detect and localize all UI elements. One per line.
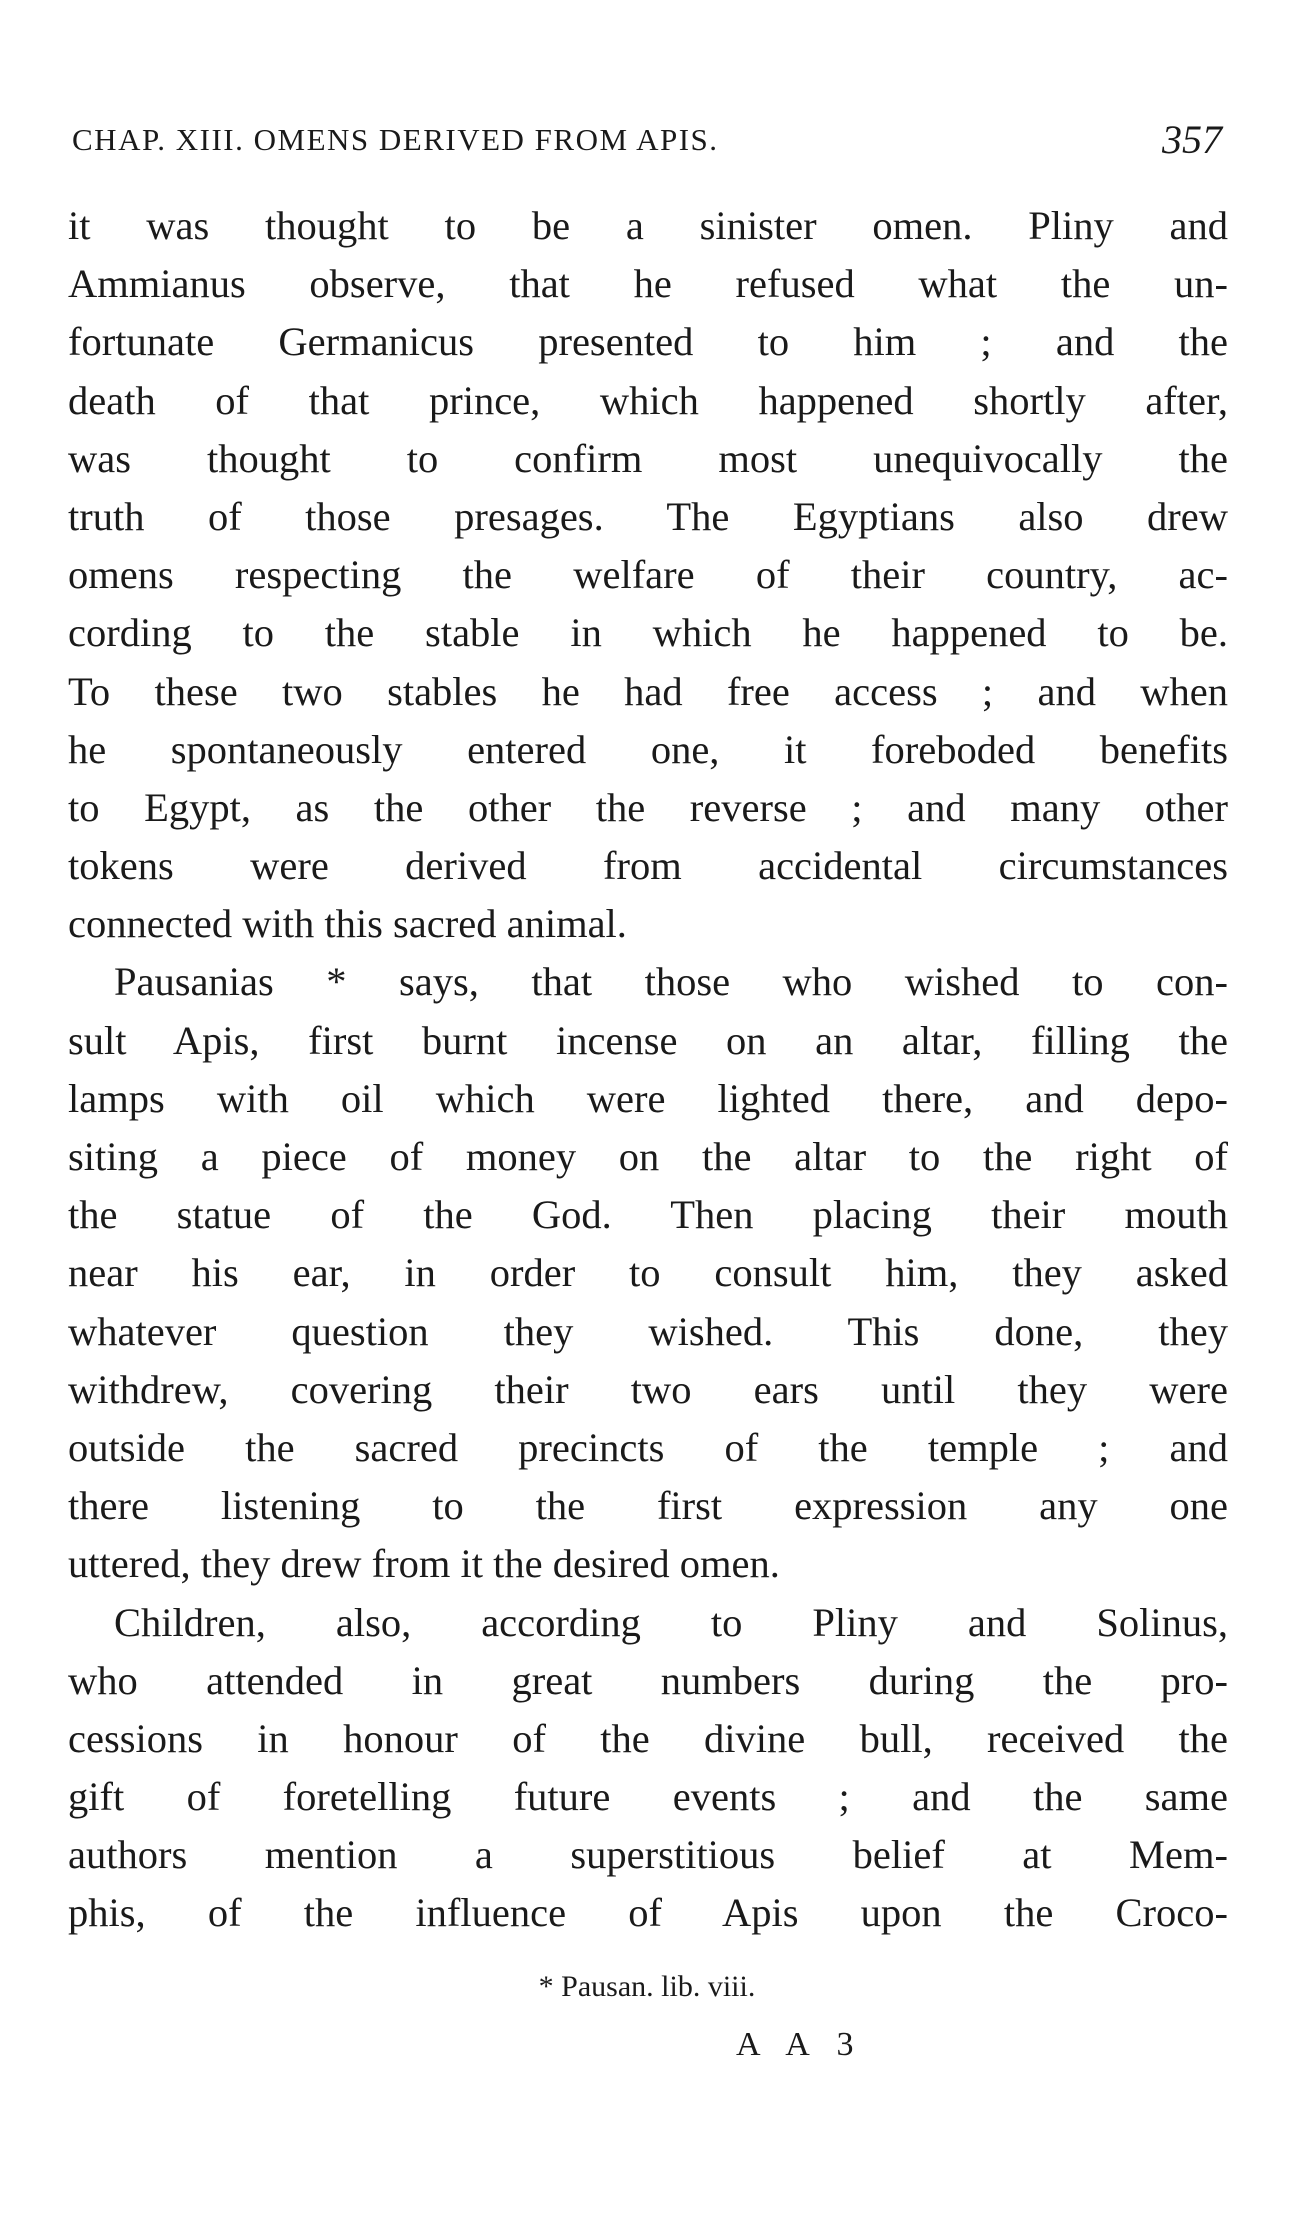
paragraph-start-line: Pausanias * says, that those who wished to con- — [114, 959, 1228, 1005]
paragraph-end-line: uttered, they drew from it the desired omen. — [68, 1541, 780, 1587]
chapter-heading: CHAP. XIII. OMENS DERIVED FROM APIS. — [72, 122, 719, 157]
text-line: truth of those presages. The Egyptians also drew — [68, 493, 1228, 539]
text-line: cessions in honour of the divine bull, received the — [68, 1715, 1228, 1761]
text-line: lamps with oil which were lighted there, and depo- — [68, 1075, 1228, 1121]
text-line: omens respecting the welfare of their country, ac- — [68, 552, 1228, 598]
running-head — [72, 117, 1222, 172]
text-line: there listening to the first expression any one — [68, 1483, 1228, 1529]
text-line: he spontaneously entered one, it foreboded benefits — [68, 726, 1228, 772]
text-line: fortunate Germanicus presented to him ; and the — [68, 319, 1228, 365]
text-line: To these two stables he had free access ; and when — [68, 668, 1228, 714]
body-text — [68, 197, 1228, 1943]
page-number: 357 — [1162, 117, 1222, 162]
text-line: cording to the stable in which he happened to be. — [68, 610, 1228, 656]
text-line: death of that prince, which happened shortly after, — [68, 377, 1228, 423]
text-line: tokens were derived from accidental circumstances — [68, 843, 1228, 889]
paragraph-start-line: Children, also, according to Pliny and Solinus, — [114, 1599, 1228, 1645]
text-line: whatever question they wished. This done, they — [68, 1308, 1228, 1354]
paragraph-end-line: connected with this sacred animal. — [68, 901, 627, 947]
text-line: Ammianus observe, that he refused what the un- — [68, 261, 1228, 307]
text-line: authors mention a superstitious belief at Mem- — [68, 1832, 1228, 1878]
text-line: withdrew, covering their two ears until they were — [68, 1366, 1228, 1412]
text-line: gift of foretelling future events ; and the same — [68, 1774, 1228, 1820]
text-line: siting a piece of money on the altar to the right of — [68, 1134, 1228, 1179]
text-line: outside the sacred precincts of the temple ; and — [68, 1424, 1228, 1470]
text-line: was thought to confirm most unequivocally the — [68, 435, 1228, 481]
text-line: who attended in great numbers during the pro- — [68, 1657, 1228, 1703]
text-line: phis, of the influence of Apis upon the Croco- — [68, 1890, 1228, 1936]
footnote: * Pausan. lib. viii. — [538, 1970, 756, 2003]
text-line: sult Apis, first burnt incense on an altar, filling the — [68, 1017, 1228, 1063]
signature-mark: A A 3 — [736, 2026, 864, 2063]
text-line: to Egypt, as the other the reverse ; and many other — [68, 784, 1228, 830]
text-line: the statue of the God. Then placing their mouth — [68, 1192, 1228, 1238]
text-line: it was thought to be a sinister omen. Pliny and — [68, 203, 1228, 248]
text-line: near his ear, in order to consult him, they asked — [68, 1250, 1228, 1296]
